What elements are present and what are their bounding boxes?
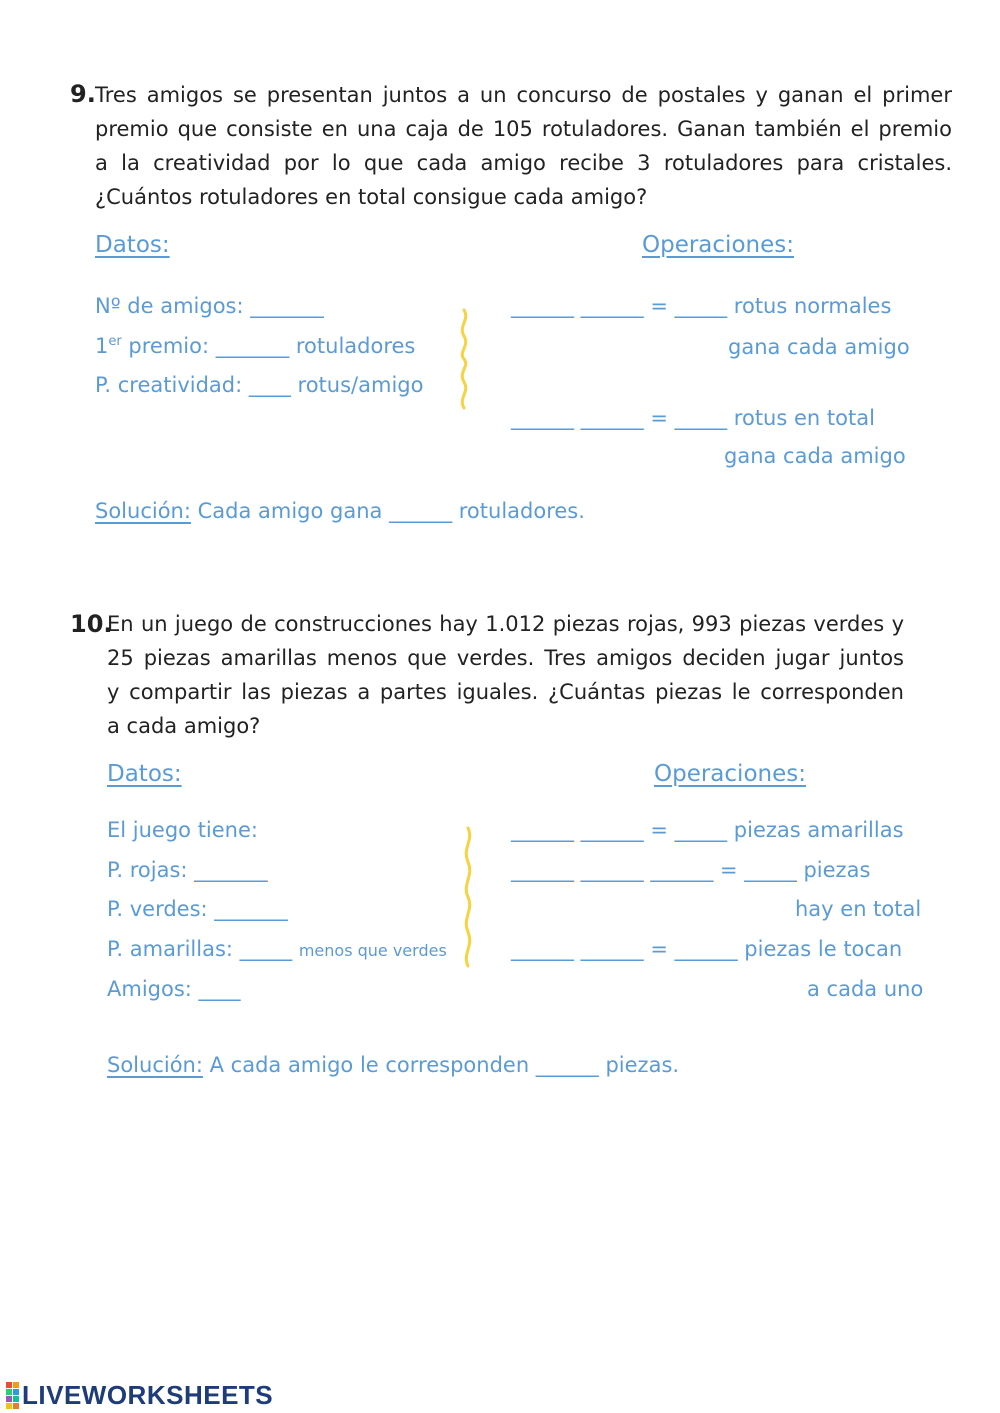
question-10-number: 10. (70, 610, 113, 638)
q10-op-3-sub: a cada uno (807, 977, 924, 1001)
q9-op-1-sub: gana cada amigo (728, 335, 910, 359)
q10-op-2[interactable]: ______ ______ ______ = _____ piezas (511, 858, 871, 882)
q9-data-amigos[interactable]: Nº de amigos: _______ (95, 294, 324, 318)
q10-op-1[interactable]: ______ ______ = _____ piezas amarillas (511, 818, 904, 842)
q9-op-2[interactable]: ______ ______ = _____ rotus en total (511, 406, 875, 430)
q10-data-amarillas-main: P. amarillas: _____ (107, 937, 293, 961)
q10-solution[interactable] (107, 1053, 679, 1077)
q10-operaciones-heading: Operaciones: (654, 761, 806, 787)
q10-brace-icon (456, 826, 482, 968)
question-9-line-4: ¿Cuántos rotuladores en total consigue cada amigo? (95, 185, 648, 209)
q9-brace-icon (452, 308, 478, 410)
q10-solution-text: A cada amigo le corresponden ______ piezas. (202, 1053, 680, 1077)
q9-solution-label: Solución: (95, 499, 191, 523)
q9-datos-heading: Datos: (95, 232, 170, 258)
q9-op-1[interactable]: ______ ______ = _____ rotus normales (511, 294, 892, 318)
question-10-line-3: y compartir las piezas a partes iguales. ¿Cuántas piezas le corresponden (107, 680, 904, 704)
q9-op-2-sub: gana cada amigo (724, 444, 906, 468)
logo-grid-icon (6, 1382, 19, 1409)
q9-solution[interactable] (95, 499, 585, 523)
q9-operaciones-heading: Operaciones: (642, 232, 794, 258)
question-9-number: 9. (70, 80, 96, 108)
q10-datos-heading: Datos: (107, 761, 182, 787)
question-9-line-1: Tres amigos se presentan juntos a un concurso de postales y ganan el primer (95, 83, 952, 107)
q10-data-amarillas-note: menos que verdes (298, 941, 447, 960)
q10-op-2-sub: hay en total (795, 897, 922, 921)
q9-data-primer-premio[interactable] (95, 334, 415, 358)
logo-text: LIVEWORKSHEETS (22, 1379, 274, 1410)
question-9-line-3: a la creatividad por lo que cada amigo recibe 3 rotuladores para cristales. (95, 151, 952, 175)
question-9-line-2: premio que consiste en una caja de 105 rotuladores. Ganan también el premio (95, 117, 952, 141)
q10-data-amigos[interactable]: Amigos: ____ (107, 977, 241, 1001)
q9-data-primer-premio-rest: premio: _______ rotuladores (121, 334, 416, 358)
q10-op-3[interactable]: ______ ______ = ______ piezas le tocan (511, 937, 903, 961)
question-10-line-4: a cada amigo? (107, 714, 261, 738)
q9-data-primer-premio-sup: er (108, 334, 122, 349)
q10-data-verdes[interactable]: P. verdes: _______ (107, 897, 288, 921)
question-10-line-2: 25 piezas amarillas menos que verdes. Tres amigos deciden jugar juntos (107, 646, 904, 670)
q9-data-primer-premio-ordinal: 1 (95, 334, 109, 358)
question-10-text (107, 607, 904, 743)
q9-data-creatividad[interactable]: P. creatividad: ____ rotus/amigo (95, 373, 424, 397)
question-10-line-1: En un juego de construcciones hay 1.012 piezas rojas, 993 piezas verdes y (107, 612, 904, 636)
q10-data-amarillas[interactable] (107, 937, 447, 961)
liveworksheets-logo[interactable] (6, 1380, 273, 1410)
q9-solution-text: Cada amigo gana ______ rotuladores. (190, 499, 585, 523)
q10-data-rojas[interactable]: P. rojas: _______ (107, 858, 268, 882)
q10-solution-label: Solución: (107, 1053, 203, 1077)
q10-data-juego: El juego tiene: (107, 818, 258, 842)
question-9-text (95, 78, 952, 214)
